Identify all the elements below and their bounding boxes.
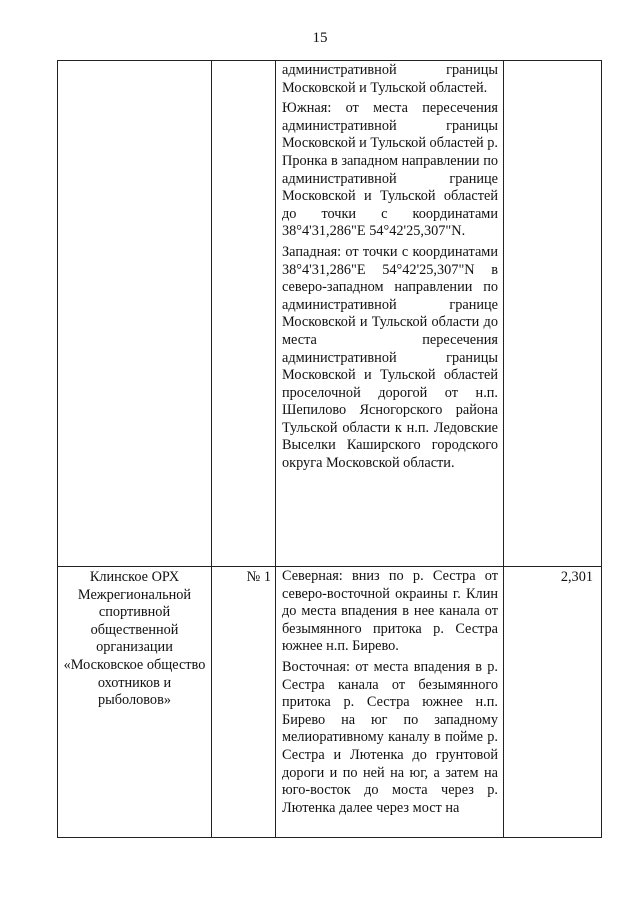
table-row [58,61,602,567]
boundaries-cell [276,567,504,838]
organization-cell [58,61,212,567]
boundary-west: Западная: от точки с координатами 38°4'31,286"E 54°42'25,307"N в северо-западном направлении по административной границе Московской и Тульской области до места пересечения административной границы Московской и Тульской областей проселочной дорогой от н.п. Шепилово Ясногорского района Тульской области к н.п. Ледовские Выселки Каширского городского округа Московской области. [282,243,498,472]
boundary-south: Южная: от места пересечения административной границы Московской и Тульской областей р. Пронка в западном направлении по административной границе Московской и Тульской областей до точки с координатами 38°4'31,286"E 54°42'25,307"N. [282,100,498,240]
number-cell [212,61,276,567]
number-cell: № 1 [212,567,276,838]
hunting-grounds-table [57,60,602,838]
organization-cell: Клинское ОРХ Межрегиональной спортивной общественной организации «Московское общество охотников и рыболовов» [58,567,212,838]
table-row [58,567,602,838]
boundary-east: Восточная: от места впадения в р. Сестра канала от безымянного притока р. Сестра южнее н.п. Бирево на юг по западному мелиоративному каналу в пойме р. Сестра и Лютенка до грунтовой дороги и по ней на юг, а затем на юго-восток до моста через р. Лютенка далее через мост на [282,658,498,816]
page-number: 15 [312,30,328,46]
boundaries-cell [276,61,504,567]
boundary-north: Северная: вниз по р. Сестра от северо-восточной окраины г. Клин до места впадения в нее канала от безымянного притока р. Сестра южнее н.п. Бирево. [282,568,498,655]
area-cell: 2,301 [504,567,602,838]
boundary-paragraph: административной границы Московской и Тульской областей. [282,62,498,96]
area-cell [504,61,602,567]
